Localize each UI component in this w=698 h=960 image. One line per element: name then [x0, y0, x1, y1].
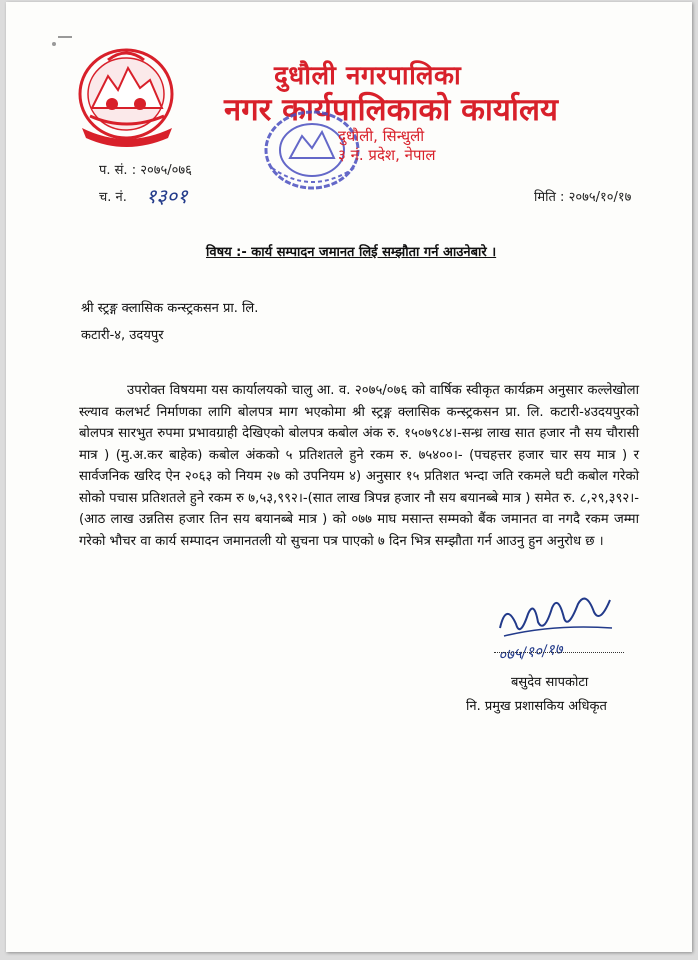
recipient-name: श्री स्ट्रङ्ग क्लासिक कन्स्ट्रकसन प्रा. लि.: [81, 301, 259, 316]
scan-mark: [52, 42, 56, 46]
handwritten-date: ०७५/१०/१७: [497, 639, 564, 665]
letter-subject: विषय :- कार्य सम्पादन जमानत लिई सम्झौता गर्न आउनेबारे ।: [206, 245, 497, 260]
office-location: दुधौली, सिन्धुली: [338, 127, 425, 145]
nepal-government-emblem-icon: [68, 42, 184, 150]
letter-page: [6, 2, 692, 952]
office-name: नगर कार्यपालिकाको कार्यालय: [224, 92, 558, 128]
letter-body: उपरोक्त विषयमा यस कार्यालयको चालु आ. व. २०७५/०७६ को वार्षिक स्वीकृत कार्यक्रम अनुसार कल्लेखोला स्ल्याव कलभर्ट निर्माणका लागि बोलपत्र माग भएकोमा श्री स्ट्रङ्ग क्लासिक कन्स्ट्रकसन प्रा. लि. कटारी-४उदयपुरको बोलपत्र सारभुत रुपमा प्रभावग्राही देखिएको बोलपत्र कबोल अंक रु. १५०७९८४।-सन्ध्र लाख सात हजार नौ सय चौरासी मात्र ) (मु.अ.कर बाहेक) कबोल अंकको ५ प्रतिशतले हुने रकम रु. ७५४००।- (पचहत्तर हजार चार सय मात्र ) र सार्वजनिक खरिद ऐन २०६३ को नियम २७ को उपनियम ४) अनुसार १५ प्रतिशत भन्दा जति रकमले घटी कबोल गरेको सोको पचास प्रतिशतले हुने रकम रु ७,५३,९९२।-(सात लाख त्रिपन्न हजार नौ सय बयानब्बे मात्र ) समेत रु. ८,२९,३९२।- (आठ लाख उन्नतिस हजार तिन सय बयानब्बे मात्र ) को ०७७ माघ मसान्त सम्मको बैंक जमानत वा नगदै रकम जम्मा गरेको भौचर वा कार्य सम्पादन जमानतली यो सुचना पत्र पाएको ७ दिन भित्र सम्झौता गर्न आउनु हुन अनुरोध छ ।: [79, 383, 639, 549]
dispatch-number: १३०१: [146, 184, 188, 208]
letter-date: मिति : २०७५/१०/१७: [534, 190, 632, 205]
municipality-name: दुधौली नगरपालिका: [274, 61, 462, 91]
scan-mark: [58, 36, 72, 38]
dispatch-number-label: च. नं.: [99, 190, 127, 205]
signatory-name: बसुदेव सापकोटा: [511, 675, 589, 690]
reference-number: प. सं. : २०७५/०७६: [99, 163, 192, 178]
signatory-designation: नि. प्रमुख प्रशासकिय अधिकृत: [466, 699, 607, 714]
office-province: ३ नं. प्रदेश, नेपाल: [338, 146, 436, 164]
recipient-address: कटारी-४, उदयपुर: [81, 328, 164, 343]
signature-line: [494, 652, 624, 653]
